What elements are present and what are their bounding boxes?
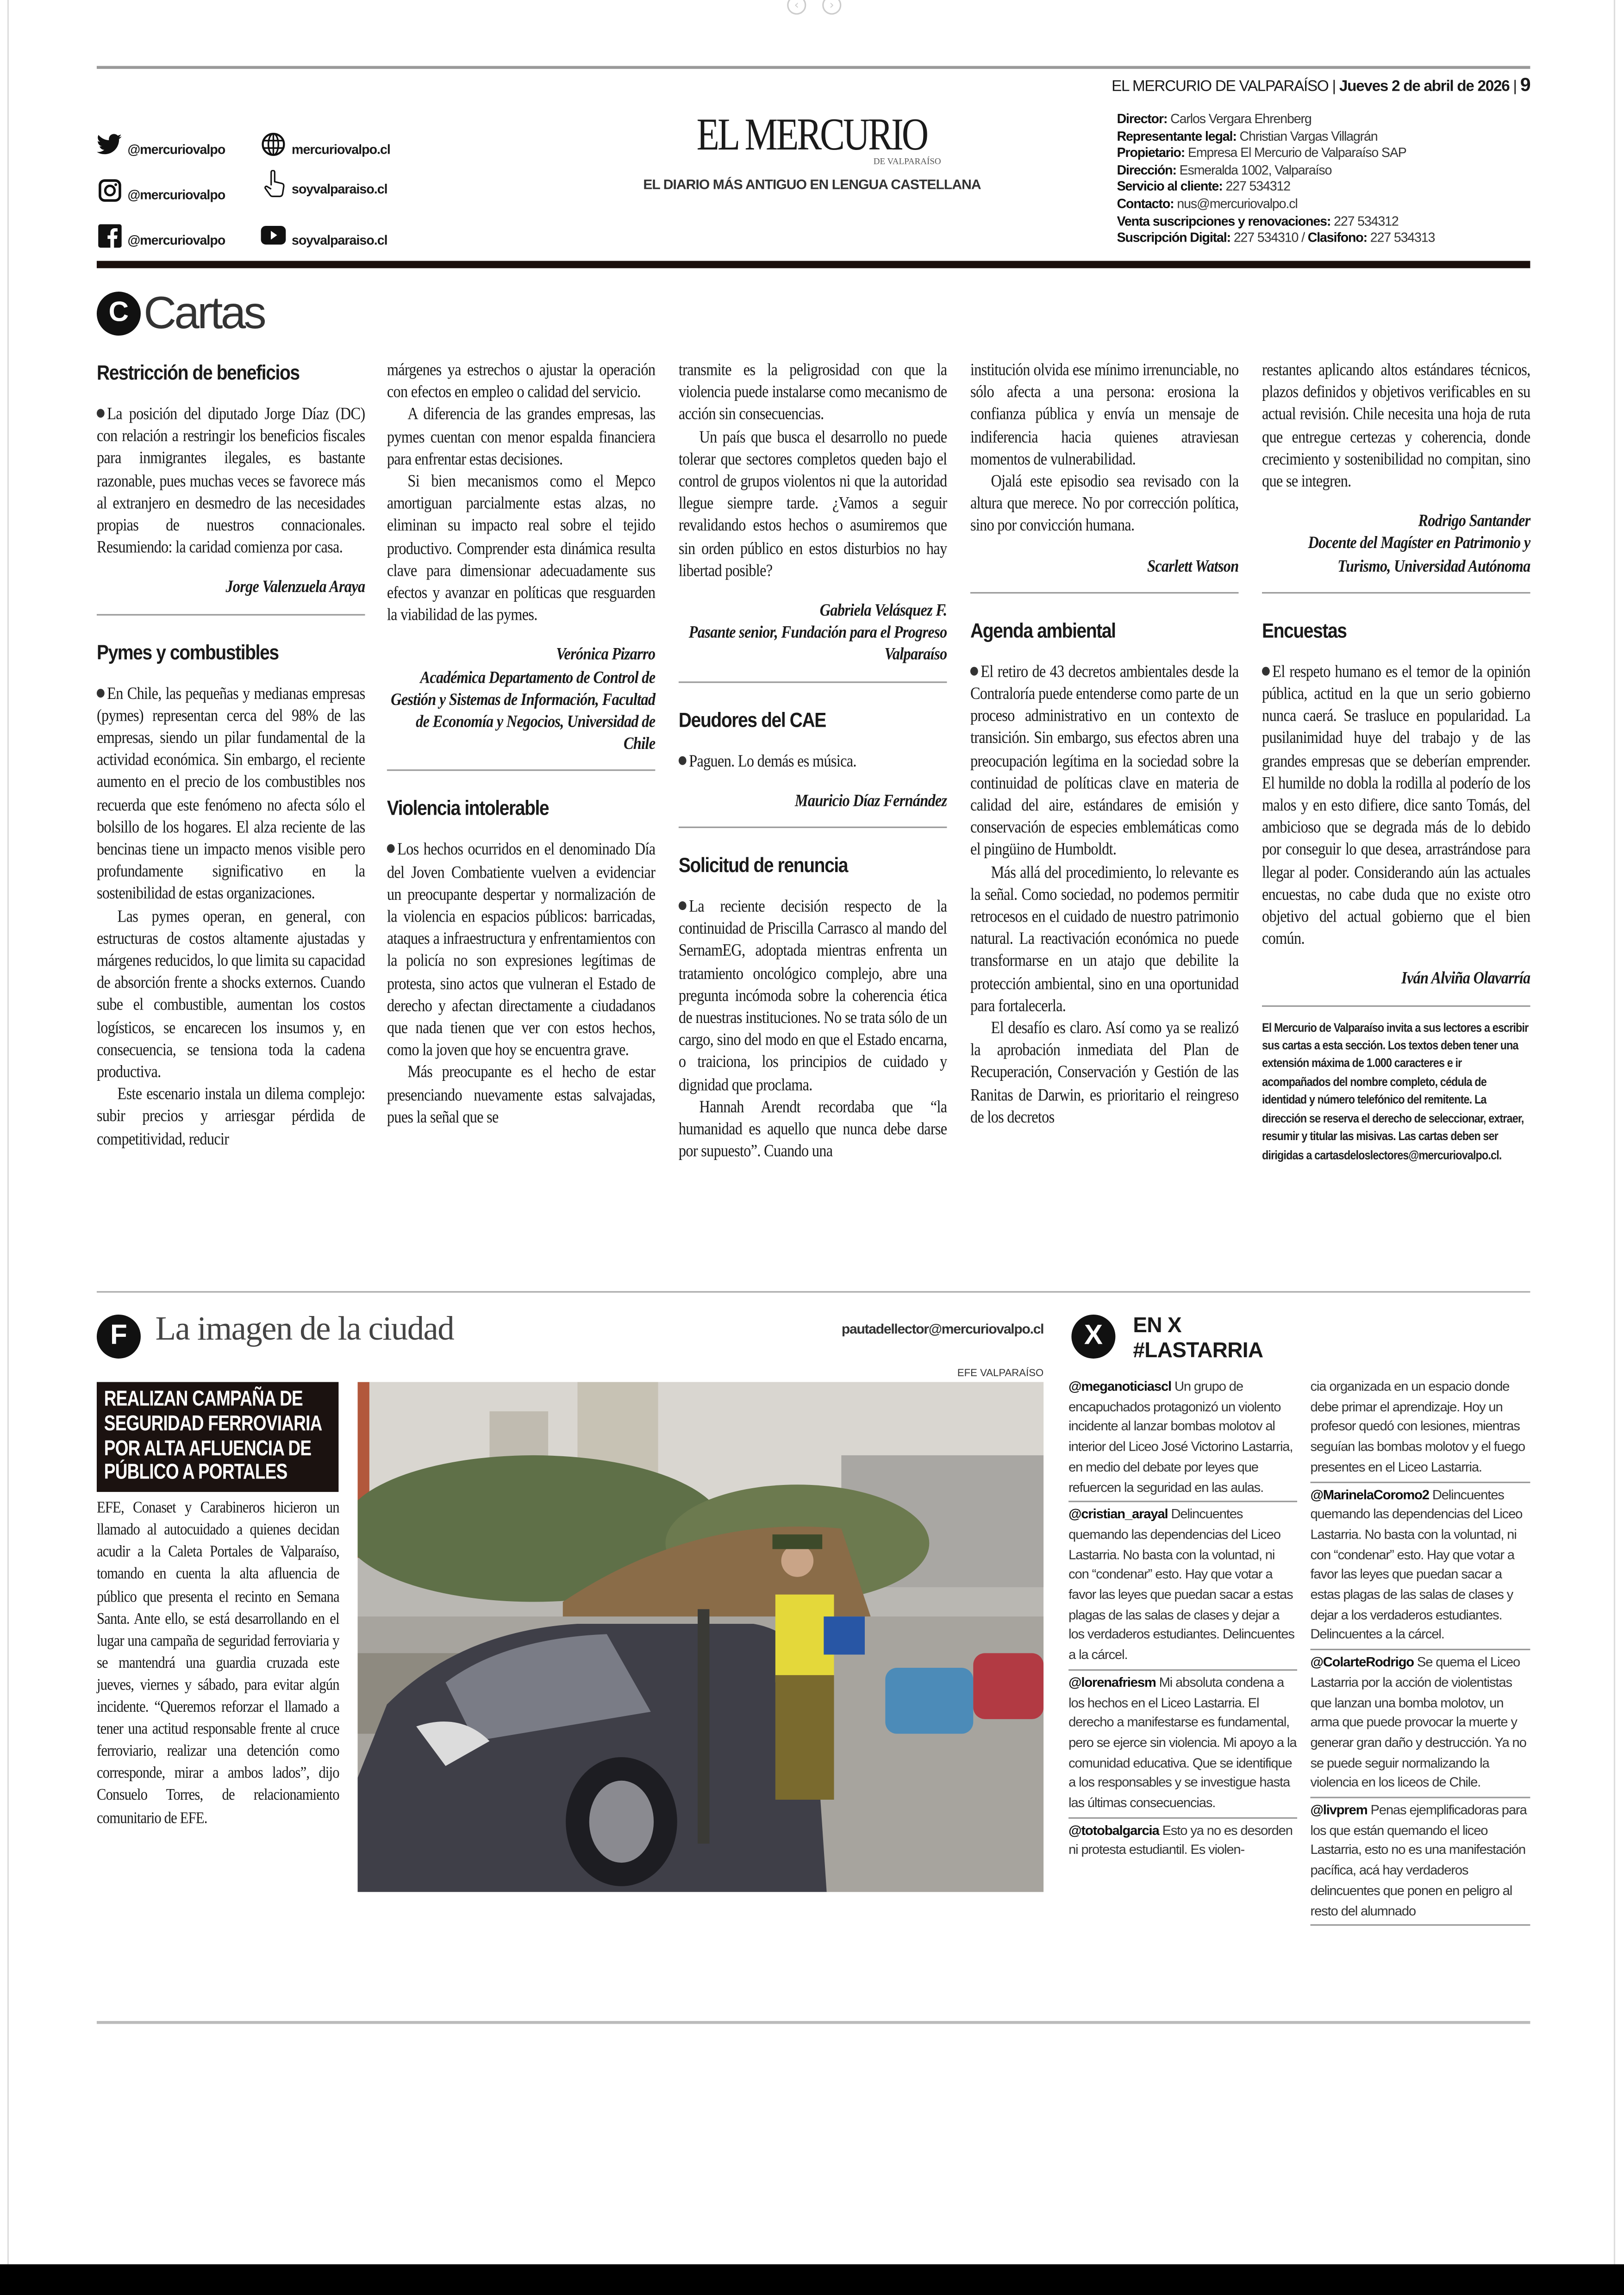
submission-note: El Mercurio de Valparaíso invita a sus lectores a escribir sus cartas a esta sección. Los textos deben tener una extensión máxima de 1.000 caracteres e ir acompañados del nombre completo, cédula de identidad y número telefónico del remitente. La dirección se reserva el derecho de seleccionar, extraer, resumir y titular las misivas. Las cartas deben ser dirigidas a cartasdeloslectores@mercuriovalpo.cl.: [1262, 1019, 1529, 1162]
viewer-bottom-bar: [0, 2264, 1624, 2295]
tweet: [1068, 1821, 1297, 1865]
bullet-icon: [679, 901, 687, 910]
section-divider: [97, 1291, 1530, 1292]
bullet-icon: [970, 667, 978, 675]
letter-body: institución olvida ese mínimo irrenunciable, no sólo afecta a una persona: erosiona la confianza pública y envía un mensaje de indiferencia hacia quienes atraviesan momentos de vulnerabilidad.: [970, 360, 1239, 469]
letter-signature: Iván Alviña Olavarría: [1401, 969, 1530, 989]
bullet-icon: [97, 688, 105, 697]
letter-body: Un país que busca el desarrollo no puede tolerar que sectores completos queden bajo el control de grupos violentos ni que la autoridad llegue siempre tarde. ¿Vamos a seguir revalidando estos hechos o asumiremos que sin orden público en estos disturbios no hay libertad posible?: [678, 427, 947, 580]
photo-caption: EFE, Conaset y Carabineros hicieron un llamado al autocuidado a quienes decidan acudir a la Caleta Portales de Valparaíso, tomando en cuenta la alta afluencia de público que presenta el recinto en Semana Santa. Ante ello, se está desarrollando en el lugar una campaña de seguridad ferroviaria y se mantendrá una guardia cruzada este jueves, viernes y sábado, para evitar algún incidente. “Queremos reforzar el llamado a tener una actitud responsable frente al cruce ferroviario, realizar una detención como corresponde, mirar a ambos lados”, dijo Consuelo Torres, de relacionamiento comunitario de EFE.: [96, 1499, 339, 1827]
letter-signature: Verónica Pizarro Académica Departamento de Control de Gestión y Sistemas de Información, Facultad de Economía y Negocios, Universidad de Chile: [391, 645, 656, 754]
social-soyvalparaiso[interactable]: [261, 171, 387, 196]
social-website[interactable]: [261, 132, 390, 157]
letter-body: Este escenario instala un dilema complejo: subir precios y arriesgar pérdida de competitividad, reducir: [96, 1085, 365, 1149]
tweets-column-1: [1068, 1378, 1297, 1867]
bullet-icon: [1262, 667, 1270, 675]
letter-signature: Mauricio Díaz Fernández: [794, 791, 947, 811]
divider: [970, 592, 1239, 593]
tweet: [1310, 1801, 1530, 1926]
tweet-user[interactable]: @meganoticiascl: [1068, 1379, 1172, 1394]
letters-column-4: [970, 359, 1239, 1129]
letters-column-5: [1262, 359, 1530, 1164]
section-title-imagen: La imagen de la ciudad: [155, 1310, 454, 1347]
section-title-cartas: Cartas: [144, 287, 264, 339]
letters-column-2: [387, 359, 656, 1129]
dateline-date: Jueves 2 de abril de 2026: [1339, 77, 1510, 95]
letter-body: En Chile, las pequeñas y medianas empresas (pymes) representan cerca del 98% de las empresas, siendo un pilar fundamental de la actividad económica. Sin embargo, el reciente aumento en el precio de los combustibles nos recuerda que este fenómeno no afecta sólo el bolsillo de los hogares. El alza reciente de las bencinas tiene un impacto menos visible pero profundamente significativo en la sostenibilidad de estas organizaciones.: [96, 684, 365, 904]
tweet-user[interactable]: @MarinelaCoromo2: [1310, 1487, 1429, 1502]
letter-body: La reciente decisión respecto de la continuidad de Priscilla Carrasco al mando del SernamEG, adoptada mientras enfrenta un tratamiento oncológico complejo, abre una pregunta incómoda sobre la coherencia ética de nuestras instituciones. No se trata sólo de un cargo, sino del modo en que el Estado encarna, o traiciona, los principios de cuidado y dignidad que proclama.: [678, 897, 947, 1095]
tweet-text: Mi absoluta condena a los hechos en el Liceo Lastarria. El derecho a manifestarse es fundamental, pero se ejerce sin violencia. Mi apoyo a la comunidad educativa. Que se identifique a los responsables y se investigue hasta las últimas consecuencias.: [1068, 1675, 1297, 1810]
instagram-icon: [97, 177, 122, 202]
letter-body: Las pymes operan, en general, con estructuras de costos altamente ajustadas y márgenes reducidos, lo que limita su capacidad de absorción frente a shocks externos. Cuando sube el combustible, aumentan los costos logísticos, se encarecen los insumos y, en consecuencia, se tensiona toda la cadena productiva.: [96, 906, 365, 1082]
tweet-user[interactable]: @ColarteRodrigo: [1310, 1654, 1414, 1670]
letter-heading: Agenda ambiental: [970, 618, 1116, 642]
info-line: Venta suscripciones y renovaciones: 227 534312: [1117, 213, 1399, 228]
masthead-rule: [97, 261, 1530, 268]
divider: [387, 770, 656, 772]
photo-story: [97, 1382, 338, 1830]
letter-body: Los hechos ocurridos en el denominado Día del Joven Combatiente vuelven a evidenciar un preocupante despertar y normalización de la violencia en espacios públicos: barricadas, ataques a infraestructura y enfrentamientos con la policía no son expresiones legítimas de protesta, sino actos que vulneran el Estado de derecho y afectan directamente a ciudadanos que nada tienen que ver con estos hechos, como la joven que hoy se encuentra grave.: [387, 840, 656, 1060]
social-youtube[interactable]: [261, 223, 387, 248]
page-border-left: [7, 0, 9, 2264]
letter-body: Más allá del procedimiento, lo relevante es la señal. Como sociedad, no podemos permitir retrocesos en el cuidado de nuestro patrimonio natural. La reactivación económica no puede transformarse en un atajo que debilite la protección ambiental, sino en una oportunidad para fortalecerla.: [970, 862, 1239, 1016]
letter-heading: Encuestas: [1262, 618, 1347, 642]
tweet: [1310, 1485, 1530, 1651]
letters-column-3: [679, 359, 947, 1163]
letter-heading: Solicitud de renuncia: [678, 853, 848, 877]
divider: [1262, 592, 1530, 593]
dateline: EL MERCURIO DE VALPARAÍSO | Jueves 2 de abril de 2026 | 9: [1112, 73, 1530, 95]
tweets-column-2: [1310, 1378, 1530, 1929]
news-photo: [358, 1382, 1044, 1892]
letter-body: Si bien mecanismos como el Mepco amortiguan parcialmente estas alzas, no eliminan su impacto real sobre el tejido productivo. Comprender esta dinámica resulta clave para dimensionar adecuadamente sus efectos y avanzar en políticas que resguarden la viabilidad de las pymes.: [387, 472, 656, 625]
tweet-user[interactable]: @livprem: [1310, 1802, 1368, 1818]
bullet-icon: [679, 756, 687, 765]
social-handle: soyvalparaiso.cl: [292, 181, 387, 197]
tweet: [1068, 1505, 1297, 1671]
tweet: [1068, 1673, 1297, 1818]
photo-headline-box: [97, 1382, 338, 1492]
logo-title: EL MERCURIO: [697, 108, 927, 160]
letter-signature: Jorge Valenzuela Araya: [225, 578, 365, 597]
social-twitter[interactable]: [97, 132, 225, 157]
social-handle: @mercuriovalpo: [127, 187, 225, 202]
letter-heading: Pymes y combustibles: [96, 640, 279, 664]
social-handle: soyvalparaiso.cl: [292, 233, 387, 248]
letter-signature: Gabriela Velásquez F. Pasante senior, Fundación para el Progreso Valparaíso: [688, 601, 947, 665]
social-handle: mercuriovalpo.cl: [292, 142, 390, 157]
letter-body: restantes aplicando altos estándares técnicos, plazos definidos y objetivos verificables en su actual revisión. Chile necesita una hoja de ruta que entregue certezas y coherencia, donde crecimiento y sostenibilidad no compitan, sino que se integren.: [1262, 360, 1530, 491]
tweet-user[interactable]: @lorenafriesm: [1068, 1675, 1156, 1690]
tweet: [1310, 1653, 1530, 1798]
masthead-logo: [630, 108, 993, 167]
letter-body: El respeto humano es el temor de la opinión pública, actitud en la que un serio gobierno nunca caerá. Se trasluce en popularidad. La pusilanimidad huye del trabajo y de las grandes empresas que se deberían emprender. El humilde no dobla la rodilla al poderío de los malos y en esto difiere, dice santo Tomás, del ambicioso que se degrada más de lo debido por conseguir lo que desea, arrastrándose para llegar al poder. Considerando aún las actuales encuestas, no cabe duda que no existe otro objetivo del actual gobierno que el bien común.: [1262, 662, 1530, 949]
letter-body: Ojalá este episodio sea revisado con la altura que merece. No por corrección política, sino por convicción humana.: [970, 472, 1239, 536]
page-border-right: [1614, 0, 1615, 2264]
photo-credit: EFE VALPARAÍSO: [957, 1369, 1044, 1379]
tweet-user[interactable]: @totobalgarcia: [1068, 1822, 1159, 1838]
tagline: EL DIARIO MÁS ANTIGUO EN LENGUA CASTELLANA: [643, 177, 981, 193]
section-badge-f: F: [97, 1315, 141, 1359]
divider: [97, 613, 365, 615]
twitter-icon: [97, 132, 122, 157]
letter-body: Paguen. Lo demás es música.: [679, 750, 947, 772]
letter-heading: Violencia intolerable: [387, 796, 549, 820]
letter-body: El retiro de 43 decretos ambientales desde la Contraloría puede entenderse como parte de un proceso administrativo en un contexto de transición. Sin embargo, sus efectos abren una preocupación legítima en la sociedad sobre la continuidad de políticas clave en materia de calidad del aire, estándares de emisión y conservación de especies emblemáticas como el pingüino de Humboldt.: [970, 662, 1239, 860]
info-line: Suscripción Digital: 227 534310 / Clasifono: 227 534313: [1117, 230, 1435, 245]
letter-body: La posición del diputado Jorge Díaz (DC) con relación a restringir los beneficios fiscales para inmigrantes ilegales, es bastante razonable, pues muchas veces se favorece más al extranjero en desmedro de las necesidades propias de nuestros connacionales. Resumiendo: la caridad comienza por casa.: [96, 404, 365, 557]
info-line: Representante legal: Christian Vargas Villagrán: [1117, 128, 1378, 143]
youtube-icon: [261, 223, 286, 248]
prev-page-button[interactable]: ‹: [787, 0, 806, 15]
social-handle: @mercuriovalpo: [127, 233, 225, 248]
masthead-info: [1117, 112, 1435, 248]
top-rule: [97, 66, 1530, 69]
section-badge-c: C: [97, 292, 141, 336]
letter-body: Más preocupante es el hecho de estar presenciando nuevamente estas salvajadas, pues la señal que se: [387, 1063, 656, 1127]
letter-signature: Rodrigo Santander Docente del Magíster en Patrimonio y Turismo, Universidad Autónoma: [1308, 511, 1530, 576]
info-line: Director: Carlos Vergara Ehrenberg: [1117, 111, 1312, 126]
tweet-continued: cia organizada en un espacio donde debe primar el aprendizaje. Hoy un profesor quedó con lesiones, mientras seguían las bombas molotov y el fuego presentes en el Liceo Lastarria.: [1310, 1378, 1530, 1482]
letter-body: Hannah Arendt recordaba que “la humanidad es aquello que nunca debe darse por supuesto”. Cuando una: [678, 1098, 947, 1161]
tweet-text: Se quema el Liceo Lastarria por la acción de violentistas que lanzan una bomba molotov, un arma que puede provocar la muerte y generar gran daño y destrucción. Ya no se puede seguir normalizando la violencia en los liceos de Chile.: [1310, 1654, 1526, 1790]
info-line: Servicio al cliente: 227 534312: [1117, 179, 1291, 194]
letter-body: transmite es la peligrosidad con que la violencia puede instalarse como mecanismo de acción sin consecuencias.: [678, 360, 947, 424]
social-handle: @mercuriovalpo: [127, 142, 225, 157]
divider: [1262, 1005, 1530, 1006]
info-line: Contacto: nus@mercuriovalpo.cl: [1117, 196, 1298, 211]
letter-signature: Scarlett Watson: [1147, 556, 1239, 576]
globe-icon: [261, 132, 286, 157]
tweet: [1068, 1378, 1297, 1503]
letters-column-1: [97, 359, 365, 1150]
x-logo-icon: X: [1071, 1315, 1115, 1359]
tweet-text: Delincuentes quemando las dependencias del Liceo Lastarria. No basta con la voluntad, ni con “condenar” esto. Hay que votar a favor las leyes que puedan sacar a estas plagas de las salas de clases y dejar a los verdaderos estudiantes. Delincuentes a la cárcel.: [1068, 1507, 1294, 1662]
social-instagram[interactable]: [97, 177, 225, 202]
reader-email-link[interactable]: pautadellector@mercuriovalpo.cl: [841, 1322, 1044, 1338]
tweet-text: Un grupo de encapuchados protagonizó un violento incidente al lanzar bombas molotov al interior del Liceo José Victorino Lastarria, en medio del debate por leyes que refuercen la seguridad en las aulas.: [1068, 1379, 1293, 1494]
bullet-icon: [97, 409, 105, 418]
hand-pointer-icon: [261, 171, 286, 196]
facebook-icon: [97, 223, 122, 248]
tweet-text: Delincuentes quemando las dependencias del Liceo Lastarria. No basta con la voluntad, ni con “condenar” esto. Hay que votar a favor las leyes que puedan sacar a estas plagas de las salas de clases y dejar a los verdaderos estudiantes. Delincuentes a la cárcel.: [1310, 1487, 1523, 1642]
info-line: Dirección: Esmeralda 1002, Valparaíso: [1117, 162, 1332, 177]
page-number: 9: [1520, 73, 1530, 95]
divider: [679, 827, 947, 828]
letter-body: El desafío es claro. Así como ya se realizó la aprobación inmediata del Plan de Recuperación, Conservación y Gestión de las Ranitas de Darwin, es prioritario el reingreso de los decretos: [970, 1018, 1239, 1127]
photo-headline: REALIZAN CAMPAÑA DE SEGURIDAD FERROVIARIA POR ALTA AFLUENCIA DE PÚBLICO A PORTALES: [104, 1388, 322, 1485]
letter-heading: Deudores del CAE: [678, 707, 826, 731]
dateline-paper: EL MERCURIO DE VALPARAÍSO: [1112, 77, 1329, 95]
tweet-user[interactable]: @cristian_arayal: [1068, 1507, 1168, 1522]
letter-body: márgenes ya estrechos o ajustar la operación con efectos en empleo o calidad del servicio.: [387, 360, 656, 402]
info-line: Propietario: Empresa El Mercurio de Valparaíso SAP: [1117, 145, 1406, 160]
bullet-icon: [387, 845, 395, 854]
letter-body: A diferencia de las grandes empresas, las pymes cuentan con menor espalda financiera para enfrentar estas decisiones.: [387, 405, 656, 469]
social-facebook[interactable]: [97, 223, 225, 248]
next-page-button[interactable]: ›: [822, 0, 841, 15]
tweet-text: Penas ejemplificadoras para los que están quemando el liceo Lastarria, esto no es una manifestación pacífica, acá hay verdaderos delincuentes que ponen en peligro al resto del alumnado: [1310, 1802, 1527, 1918]
bottom-rule: [97, 2021, 1530, 2024]
letter-heading: Restricción de beneficios: [96, 360, 300, 384]
x-section-title: EN X #LASTARRIA: [1133, 1314, 1263, 1363]
logo-subtitle: DE VALPARAÍSO: [873, 158, 941, 167]
tweet-text: Esto ya no es desorden ni protesta estudiantil. Es violen-: [1068, 1822, 1293, 1858]
divider: [679, 681, 947, 682]
